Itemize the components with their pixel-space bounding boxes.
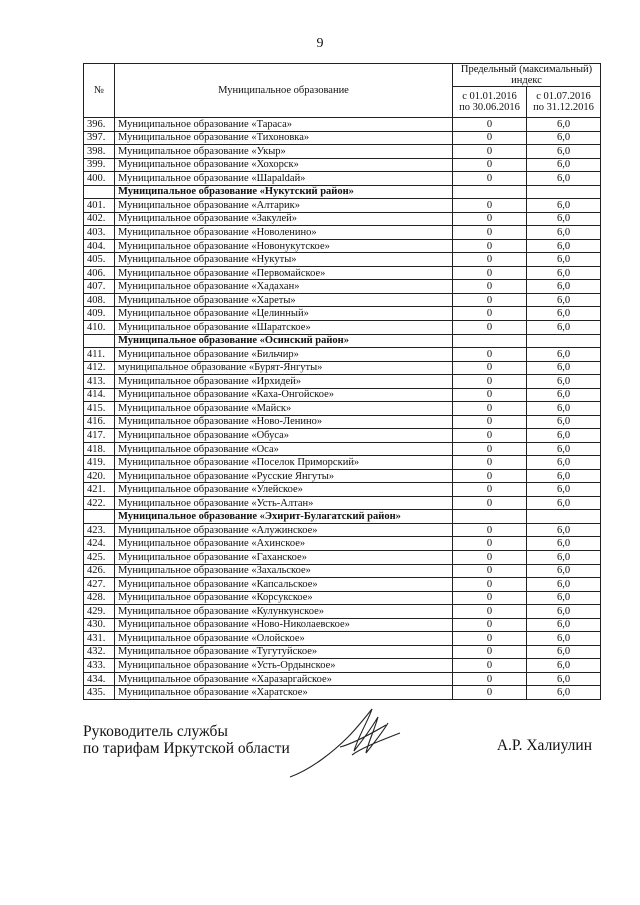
municipality-name: Муниципальное образование «Ахинское»	[115, 537, 453, 551]
index-period-2: 6,0	[527, 131, 601, 145]
index-period-1: 0	[453, 564, 527, 578]
municipality-name: Муниципальное образование «Захальское»	[115, 564, 453, 578]
index-period-1: 0	[453, 307, 527, 321]
tariff-index-table	[83, 63, 601, 700]
index-period-1: 0	[453, 402, 527, 416]
row-number: 401.	[84, 199, 115, 213]
municipality-name: Муниципальное образование «Тугутуйское»	[115, 645, 453, 659]
row-number: 405.	[84, 253, 115, 267]
index-period-1: 0	[453, 293, 527, 307]
index-period-2: 6,0	[527, 605, 601, 619]
table-row	[84, 632, 601, 646]
row-number: 417.	[84, 429, 115, 443]
index-period-2: 6,0	[527, 158, 601, 172]
index-period-1: 0	[453, 280, 527, 294]
table-row	[84, 131, 601, 145]
table-row	[84, 212, 601, 226]
row-number: 420.	[84, 469, 115, 483]
index-period-1: 0	[453, 429, 527, 443]
index-period-1: 0	[453, 591, 527, 605]
header-number: №	[84, 64, 115, 118]
section-empty-cell	[527, 334, 601, 348]
municipality-name: Муниципальное образование «Русские Янгуты»	[115, 469, 453, 483]
index-period-1: 0	[453, 469, 527, 483]
municipality-name: Муниципальное образование «Ново-Николаевское»	[115, 618, 453, 632]
index-period-1: 0	[453, 199, 527, 213]
row-number: 400.	[84, 172, 115, 186]
index-period-2: 6,0	[527, 456, 601, 470]
index-period-2: 6,0	[527, 591, 601, 605]
row-number: 416.	[84, 415, 115, 429]
municipality-name: Муниципальное образование «Кулункунское»	[115, 605, 453, 619]
municipality-name: Муниципальное образование «Гаханское»	[115, 551, 453, 565]
municipality-name: Муниципальное образование «Олойское»	[115, 632, 453, 646]
table-row	[84, 618, 601, 632]
section-row	[84, 185, 601, 199]
municipality-name: Муниципальное образование «Хадахан»	[115, 280, 453, 294]
table-row	[84, 375, 601, 389]
table-row	[84, 483, 601, 497]
table-row	[84, 578, 601, 592]
table-row	[84, 456, 601, 470]
index-period-1: 0	[453, 442, 527, 456]
municipality-name: Муниципальное образование «Закулей»	[115, 212, 453, 226]
section-title: Муниципальное образование «Осинский район»	[115, 334, 453, 348]
row-number: 397.	[84, 131, 115, 145]
row-number: 431.	[84, 632, 115, 646]
index-period-2: 6,0	[527, 672, 601, 686]
index-period-1: 0	[453, 415, 527, 429]
index-period-2: 6,0	[527, 686, 601, 700]
row-number: 399.	[84, 158, 115, 172]
header-max-index: Предельный (максимальный) индекс	[453, 64, 601, 87]
row-number: 421.	[84, 483, 115, 497]
table-row	[84, 672, 601, 686]
index-period-1: 0	[453, 645, 527, 659]
index-period-2: 6,0	[527, 239, 601, 253]
municipality-name: муниципальное образование «Бурят-Янгуты»	[115, 361, 453, 375]
row-number: 434.	[84, 672, 115, 686]
municipality-name: Муниципальное образование «Бильчир»	[115, 348, 453, 362]
table-row	[84, 118, 601, 132]
table-row	[84, 307, 601, 321]
municipality-name: Муниципальное образование «Усть-Ордынское»	[115, 659, 453, 673]
table-row	[84, 145, 601, 159]
index-period-1: 0	[453, 537, 527, 551]
municipality-name: Муниципальное образование «Первомайское»	[115, 266, 453, 280]
index-period-1: 0	[453, 686, 527, 700]
table-body	[84, 118, 601, 700]
table-row	[84, 402, 601, 416]
index-period-2: 6,0	[527, 348, 601, 362]
table-row	[84, 429, 601, 443]
row-number: 414.	[84, 388, 115, 402]
index-period-1: 0	[453, 348, 527, 362]
index-period-2: 6,0	[527, 578, 601, 592]
municipality-name: Муниципальное образование «Шаратское»	[115, 320, 453, 334]
index-period-1: 0	[453, 496, 527, 510]
header-municipality: Муниципальное образование	[115, 64, 453, 118]
municipality-name: Муниципальное образование «Ново-Ленино»	[115, 415, 453, 429]
section-number-cell	[84, 510, 115, 524]
table-header	[84, 64, 601, 118]
index-period-2: 6,0	[527, 415, 601, 429]
index-period-2: 6,0	[527, 442, 601, 456]
table-row	[84, 686, 601, 700]
table-row	[84, 199, 601, 213]
table-row	[84, 645, 601, 659]
section-number-cell	[84, 185, 115, 199]
index-period-1: 0	[453, 632, 527, 646]
municipality-name: Муниципальное образование «Тихоновка»	[115, 131, 453, 145]
section-row	[84, 334, 601, 348]
index-period-1: 0	[453, 388, 527, 402]
table-row	[84, 442, 601, 456]
table-row	[84, 469, 601, 483]
table-row	[84, 659, 601, 673]
municipality-name: Муниципальное образование «Алужинское»	[115, 523, 453, 537]
table-row	[84, 591, 601, 605]
index-period-2: 6,0	[527, 226, 601, 240]
index-period-2: 6,0	[527, 537, 601, 551]
header-period-2: с 01.07.2016 по 31.12.2016	[527, 87, 601, 118]
index-period-2: 6,0	[527, 293, 601, 307]
index-period-2: 6,0	[527, 469, 601, 483]
row-number: 410.	[84, 320, 115, 334]
index-period-1: 0	[453, 158, 527, 172]
row-number: 422.	[84, 496, 115, 510]
index-period-2: 6,0	[527, 429, 601, 443]
row-number: 411.	[84, 348, 115, 362]
table-row	[84, 280, 601, 294]
table-row	[84, 266, 601, 280]
table-row	[84, 239, 601, 253]
municipality-name: Муниципальное образование «Оса»	[115, 442, 453, 456]
row-number: 398.	[84, 145, 115, 159]
table-row	[84, 496, 601, 510]
index-period-2: 6,0	[527, 307, 601, 321]
table-row	[84, 348, 601, 362]
table-row	[84, 253, 601, 267]
municipality-name: Муниципальное образование «Усть-Алтан»	[115, 496, 453, 510]
index-period-2: 6,0	[527, 361, 601, 375]
page-number: 9	[316, 36, 324, 51]
index-period-2: 6,0	[527, 375, 601, 389]
section-empty-cell	[453, 185, 527, 199]
table-row	[84, 361, 601, 375]
row-number: 427.	[84, 578, 115, 592]
table-row	[84, 605, 601, 619]
row-number: 432.	[84, 645, 115, 659]
section-empty-cell	[527, 510, 601, 524]
row-number: 396.	[84, 118, 115, 132]
municipality-name: Муниципальное образование «Хареты»	[115, 293, 453, 307]
row-number: 418.	[84, 442, 115, 456]
row-number: 415.	[84, 402, 115, 416]
table-row	[84, 415, 601, 429]
index-period-2: 6,0	[527, 320, 601, 334]
index-period-2: 6,0	[527, 618, 601, 632]
municipality-name: Муниципальное образование «Харатское»	[115, 686, 453, 700]
row-number: 424.	[84, 537, 115, 551]
row-number: 407.	[84, 280, 115, 294]
municipality-name: Муниципальное образование «Улейское»	[115, 483, 453, 497]
signatory-position	[83, 723, 290, 757]
section-empty-cell	[527, 185, 601, 199]
row-number: 435.	[84, 686, 115, 700]
table-row	[84, 551, 601, 565]
municipality-name: Муниципальное образование «Новоленино»	[115, 226, 453, 240]
municipality-name: Муниципальное образование «Поселок Приморский»	[115, 456, 453, 470]
table-row	[84, 172, 601, 186]
municipality-name: Муниципальное образование «Хохорск»	[115, 158, 453, 172]
row-number: 429.	[84, 605, 115, 619]
index-period-2: 6,0	[527, 199, 601, 213]
row-number: 430.	[84, 618, 115, 632]
row-number: 406.	[84, 266, 115, 280]
index-period-1: 0	[453, 551, 527, 565]
index-period-2: 6,0	[527, 118, 601, 132]
table-row	[84, 564, 601, 578]
row-number: 413.	[84, 375, 115, 389]
index-period-1: 0	[453, 672, 527, 686]
signatory-name: А.Р. Халиулин	[496, 737, 592, 754]
municipality-name: Муниципальное образование «Майск»	[115, 402, 453, 416]
municipality-name: Муниципальное образование «Тараса»	[115, 118, 453, 132]
section-title: Муниципальное образование «Эхирит-Булагатский район»	[115, 510, 453, 524]
municipality-name: Муниципальное образование «Каха-Онгойское»	[115, 388, 453, 402]
index-period-2: 6,0	[527, 496, 601, 510]
municipality-name: Муниципальное образование «Алтарик»	[115, 199, 453, 213]
index-period-1: 0	[453, 456, 527, 470]
table-row	[84, 388, 601, 402]
row-number: 409.	[84, 307, 115, 321]
index-period-1: 0	[453, 659, 527, 673]
section-empty-cell	[453, 510, 527, 524]
municipality-name: Муниципальное образование «Целинный»	[115, 307, 453, 321]
municipality-name: Муниципальное образование «Обуса»	[115, 429, 453, 443]
index-period-1: 0	[453, 253, 527, 267]
row-number: 403.	[84, 226, 115, 240]
table-row	[84, 158, 601, 172]
row-number: 402.	[84, 212, 115, 226]
row-number: 423.	[84, 523, 115, 537]
municipality-name: Муниципальное образование «Укыр»	[115, 145, 453, 159]
position-line-1: Руководитель службы	[83, 723, 228, 740]
row-number: 419.	[84, 456, 115, 470]
index-period-2: 6,0	[527, 280, 601, 294]
index-period-2: 6,0	[527, 632, 601, 646]
section-number-cell	[84, 334, 115, 348]
index-period-1: 0	[453, 212, 527, 226]
index-period-2: 6,0	[527, 212, 601, 226]
section-row	[84, 510, 601, 524]
index-period-1: 0	[453, 618, 527, 632]
municipality-name: Муниципальное образование «Корсукское»	[115, 591, 453, 605]
handwritten-signature	[282, 703, 412, 783]
municipality-name: Муниципальное образование «Шараldай»	[115, 172, 453, 186]
row-number: 428.	[84, 591, 115, 605]
index-period-1: 0	[453, 172, 527, 186]
municipality-name: Муниципальное образование «Ирхидей»	[115, 375, 453, 389]
index-period-1: 0	[453, 483, 527, 497]
index-period-2: 6,0	[527, 645, 601, 659]
index-period-2: 6,0	[527, 402, 601, 416]
row-number: 433.	[84, 659, 115, 673]
municipality-name: Муниципальное образование «Новонукутское»	[115, 239, 453, 253]
index-period-1: 0	[453, 118, 527, 132]
index-period-1: 0	[453, 239, 527, 253]
row-number: 412.	[84, 361, 115, 375]
row-number: 426.	[84, 564, 115, 578]
index-period-2: 6,0	[527, 253, 601, 267]
index-period-2: 6,0	[527, 172, 601, 186]
municipality-name: Муниципальное образование «Харазаргайское»	[115, 672, 453, 686]
index-period-1: 0	[453, 320, 527, 334]
municipality-name: Муниципальное образование «Нукуты»	[115, 253, 453, 267]
table-row	[84, 320, 601, 334]
index-period-2: 6,0	[527, 145, 601, 159]
table-row	[84, 293, 601, 307]
section-title: Муниципальное образование «Нукутский район»	[115, 185, 453, 199]
index-period-1: 0	[453, 375, 527, 389]
index-period-1: 0	[453, 605, 527, 619]
row-number: 425.	[84, 551, 115, 565]
index-period-1: 0	[453, 523, 527, 537]
row-number: 404.	[84, 239, 115, 253]
table-row	[84, 226, 601, 240]
index-period-2: 6,0	[527, 659, 601, 673]
index-period-2: 6,0	[527, 523, 601, 537]
index-period-1: 0	[453, 361, 527, 375]
index-period-1: 0	[453, 145, 527, 159]
header-period-1: с 01.01.2016 по 30.06.2016	[453, 87, 527, 118]
municipality-name: Муниципальное образование «Капсальское»	[115, 578, 453, 592]
index-period-1: 0	[453, 226, 527, 240]
position-line-2: по тарифам Иркутской области	[83, 740, 290, 757]
index-period-2: 6,0	[527, 564, 601, 578]
index-period-1: 0	[453, 131, 527, 145]
section-empty-cell	[453, 334, 527, 348]
index-period-1: 0	[453, 266, 527, 280]
row-number: 408.	[84, 293, 115, 307]
index-period-2: 6,0	[527, 266, 601, 280]
index-period-2: 6,0	[527, 388, 601, 402]
table-row	[84, 537, 601, 551]
table-row	[84, 523, 601, 537]
index-period-1: 0	[453, 578, 527, 592]
index-period-2: 6,0	[527, 551, 601, 565]
index-period-2: 6,0	[527, 483, 601, 497]
